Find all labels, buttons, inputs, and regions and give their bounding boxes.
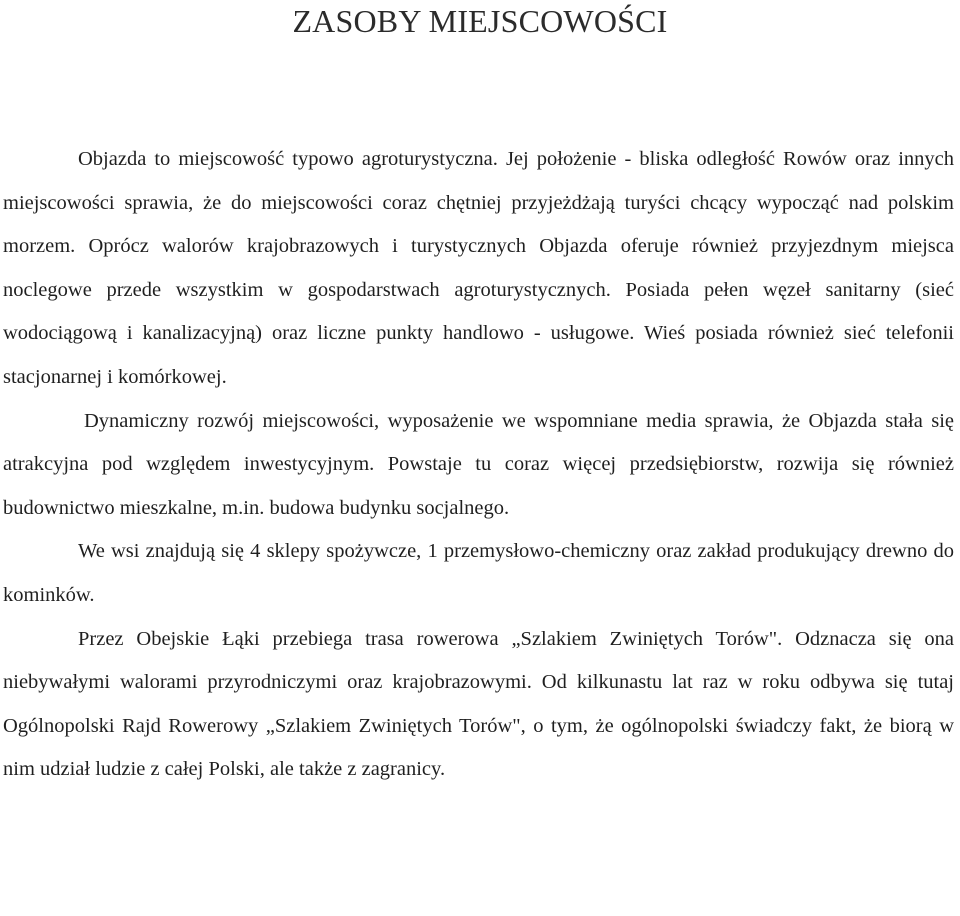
paragraph-development: Dynamiczny rozwój miejscowości, wyposażenie we wspomniane media sprawia, że Objazda stała się atrakcyjna pod względem inwestycyjnym. Powstaje tu coraz więcej przedsiębiorstw, rozwija się również budownictwo mieszkalne, m.in. budowa budynku socjalnego. <box>3 409 954 519</box>
document-body <box>3 138 954 792</box>
paragraph-bike-trail: Przez Obejskie Łąki przebiega trasa rowerowa „Szlakiem Zwiniętych Torów". Odznacza się ona niebywałymi walorami przyrodniczymi oraz krajobrazowymi. Od kilkunastu lat raz w roku odbywa się tutaj Ogólnopolski Rajd Rowerowy „Szlakiem Zwiniętych Torów", o tym, że ogólnopolski świadczy fakt, że biorą w nim udział ludzie z całej Polski, ale także z zagranicy. <box>3 627 954 781</box>
page-title: ZASOBY MIEJSCOWOŚCI <box>292 3 668 39</box>
paragraph-intro: Objazda to miejscowość typowo agroturystyczna. Jej położenie - bliska odległość Rowów oraz innych miejscowości sprawia, że do miejscowości coraz chętniej przyjeżdżają turyści chcący wypocząć nad polskim morzem. Oprócz walorów krajobrazowych i turystycznych Objazda oferuje również przyjezdnym miejsca noclegowe przede wszystkim w gospodarstwach agroturystycznych. Posiada pełen węzeł sanitarny (sieć wodociągową i kanalizacyjną) oraz liczne punkty handlowo - usługowe. Wieś posiada również sieć telefonii stacjonarnej i komórkowej. <box>3 148 954 388</box>
paragraph-shops: We wsi znajdują się 4 sklepy spożywcze, 1 przemysłowo-chemiczny oraz zakład produkujący drewno do kominków. <box>3 540 954 606</box>
